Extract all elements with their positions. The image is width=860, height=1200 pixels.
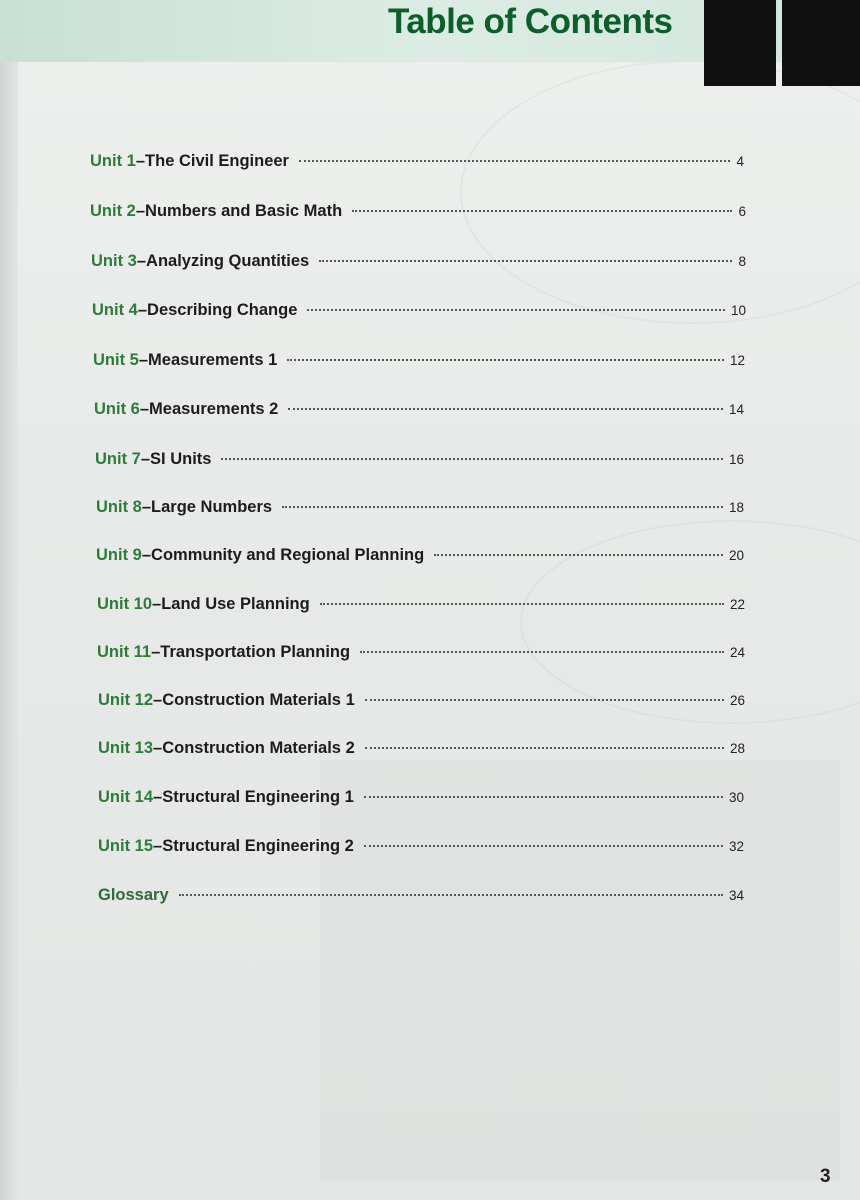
unit-separator: –: [135, 202, 146, 220]
entry-title: Transportation Planning: [160, 643, 351, 661]
page-number: 18: [728, 500, 744, 515]
toc-entry[interactable]: [97, 643, 745, 662]
page-number: 10: [730, 303, 746, 318]
dot-leader: [352, 210, 732, 212]
entry-title: Measurements 2: [149, 400, 279, 418]
entry-title: Construction Materials 1: [162, 691, 355, 709]
toc-entry[interactable]: [98, 837, 744, 856]
entry-title: Structural Engineering 2: [162, 837, 354, 855]
unit-separator: –: [141, 546, 152, 564]
page-title: Table of Contents: [388, 2, 673, 41]
unit-label: Unit 1: [90, 152, 136, 170]
page-number: 32: [728, 839, 744, 854]
dot-leader: [365, 747, 724, 749]
unit-label: Unit 15: [98, 837, 154, 855]
unit-separator: –: [139, 400, 150, 418]
unit-separator: –: [135, 152, 146, 170]
unit-separator: –: [140, 450, 151, 468]
dot-leader: [364, 796, 723, 798]
page-number: 24: [729, 645, 745, 660]
dot-leader: [179, 894, 723, 896]
toc-entry[interactable]: [98, 691, 745, 710]
unit-separator: –: [136, 252, 147, 270]
unit-label: Unit 7: [95, 450, 141, 468]
unit-separator: –: [151, 643, 161, 661]
dot-leader: [288, 408, 723, 410]
entry-title: Measurements 1: [148, 351, 278, 369]
toc-entry[interactable]: [94, 400, 744, 419]
entry-title: Structural Engineering 1: [162, 788, 354, 806]
dot-leader: [282, 506, 723, 508]
unit-label: Unit 4: [92, 301, 138, 319]
page-number: 26: [729, 693, 745, 708]
unit-separator: –: [141, 498, 152, 516]
unit-label: Unit 6: [94, 400, 140, 418]
toc-entry[interactable]: [96, 498, 744, 517]
unit-label: Unit 13: [98, 739, 154, 757]
unit-separator: –: [137, 301, 148, 319]
dot-leader: [319, 260, 732, 262]
dot-leader: [287, 359, 724, 361]
unit-label: Unit 12: [98, 691, 154, 709]
unit-separator: –: [152, 595, 162, 613]
page-number: 12: [729, 353, 745, 368]
page-number: 8: [738, 254, 746, 269]
toc-entry[interactable]: [91, 252, 746, 271]
unit-separator: –: [153, 691, 163, 709]
unit-separator: –: [153, 788, 163, 806]
dot-leader: [360, 651, 724, 653]
toc-entry[interactable]: [97, 595, 745, 614]
unit-label: Unit 11: [97, 643, 152, 661]
folio-page-number: 3: [820, 1166, 831, 1187]
page-number: 28: [729, 741, 745, 756]
unit-label: Unit 8: [96, 498, 142, 516]
page-number: 4: [736, 154, 744, 169]
entry-title: Numbers and Basic Math: [145, 202, 343, 220]
entry-title: Large Numbers: [151, 498, 273, 516]
entry-title: SI Units: [150, 450, 212, 468]
toc-entry[interactable]: [96, 546, 744, 565]
unit-separator: –: [138, 351, 149, 369]
page-number: 20: [728, 548, 744, 563]
entry-title: Community and Regional Planning: [151, 546, 425, 564]
toc-entry[interactable]: [90, 202, 746, 221]
toc-entry[interactable]: [93, 351, 745, 370]
unit-separator: –: [153, 739, 163, 757]
toc-entry[interactable]: [98, 739, 745, 758]
glossary-label: Glossary: [98, 886, 169, 904]
page-number: 16: [728, 452, 744, 467]
dot-leader: [434, 554, 723, 556]
page-number: 14: [728, 402, 744, 417]
entry-title: Analyzing Quantities: [146, 252, 310, 270]
page-number: 30: [728, 790, 744, 805]
dot-leader: [365, 699, 724, 701]
entry-title: The Civil Engineer: [145, 152, 289, 170]
dot-leader: [299, 160, 731, 162]
page-number: 34: [728, 888, 744, 903]
unit-label: Unit 14: [98, 788, 154, 806]
entry-title: Describing Change: [147, 301, 298, 319]
dot-leader: [320, 603, 724, 605]
entry-title: Construction Materials 2: [162, 739, 355, 757]
dot-leader: [307, 309, 725, 311]
toc-entry[interactable]: [90, 152, 744, 171]
dot-leader: [364, 845, 723, 847]
toc-entry[interactable]: [95, 450, 744, 469]
page-number: 22: [729, 597, 745, 612]
unit-label: Unit 3: [91, 252, 137, 270]
unit-label: Unit 10: [97, 595, 153, 613]
toc-entry-glossary[interactable]: [98, 886, 744, 905]
toc-entry[interactable]: [98, 788, 744, 807]
unit-label: Unit 5: [93, 351, 139, 369]
entry-title: Land Use Planning: [161, 595, 310, 613]
dot-leader: [221, 458, 723, 460]
unit-label: Unit 9: [96, 546, 142, 564]
page-number: 6: [738, 204, 746, 219]
unit-separator: –: [153, 837, 163, 855]
unit-label: Unit 2: [90, 202, 136, 220]
toc-entry[interactable]: [92, 301, 746, 320]
